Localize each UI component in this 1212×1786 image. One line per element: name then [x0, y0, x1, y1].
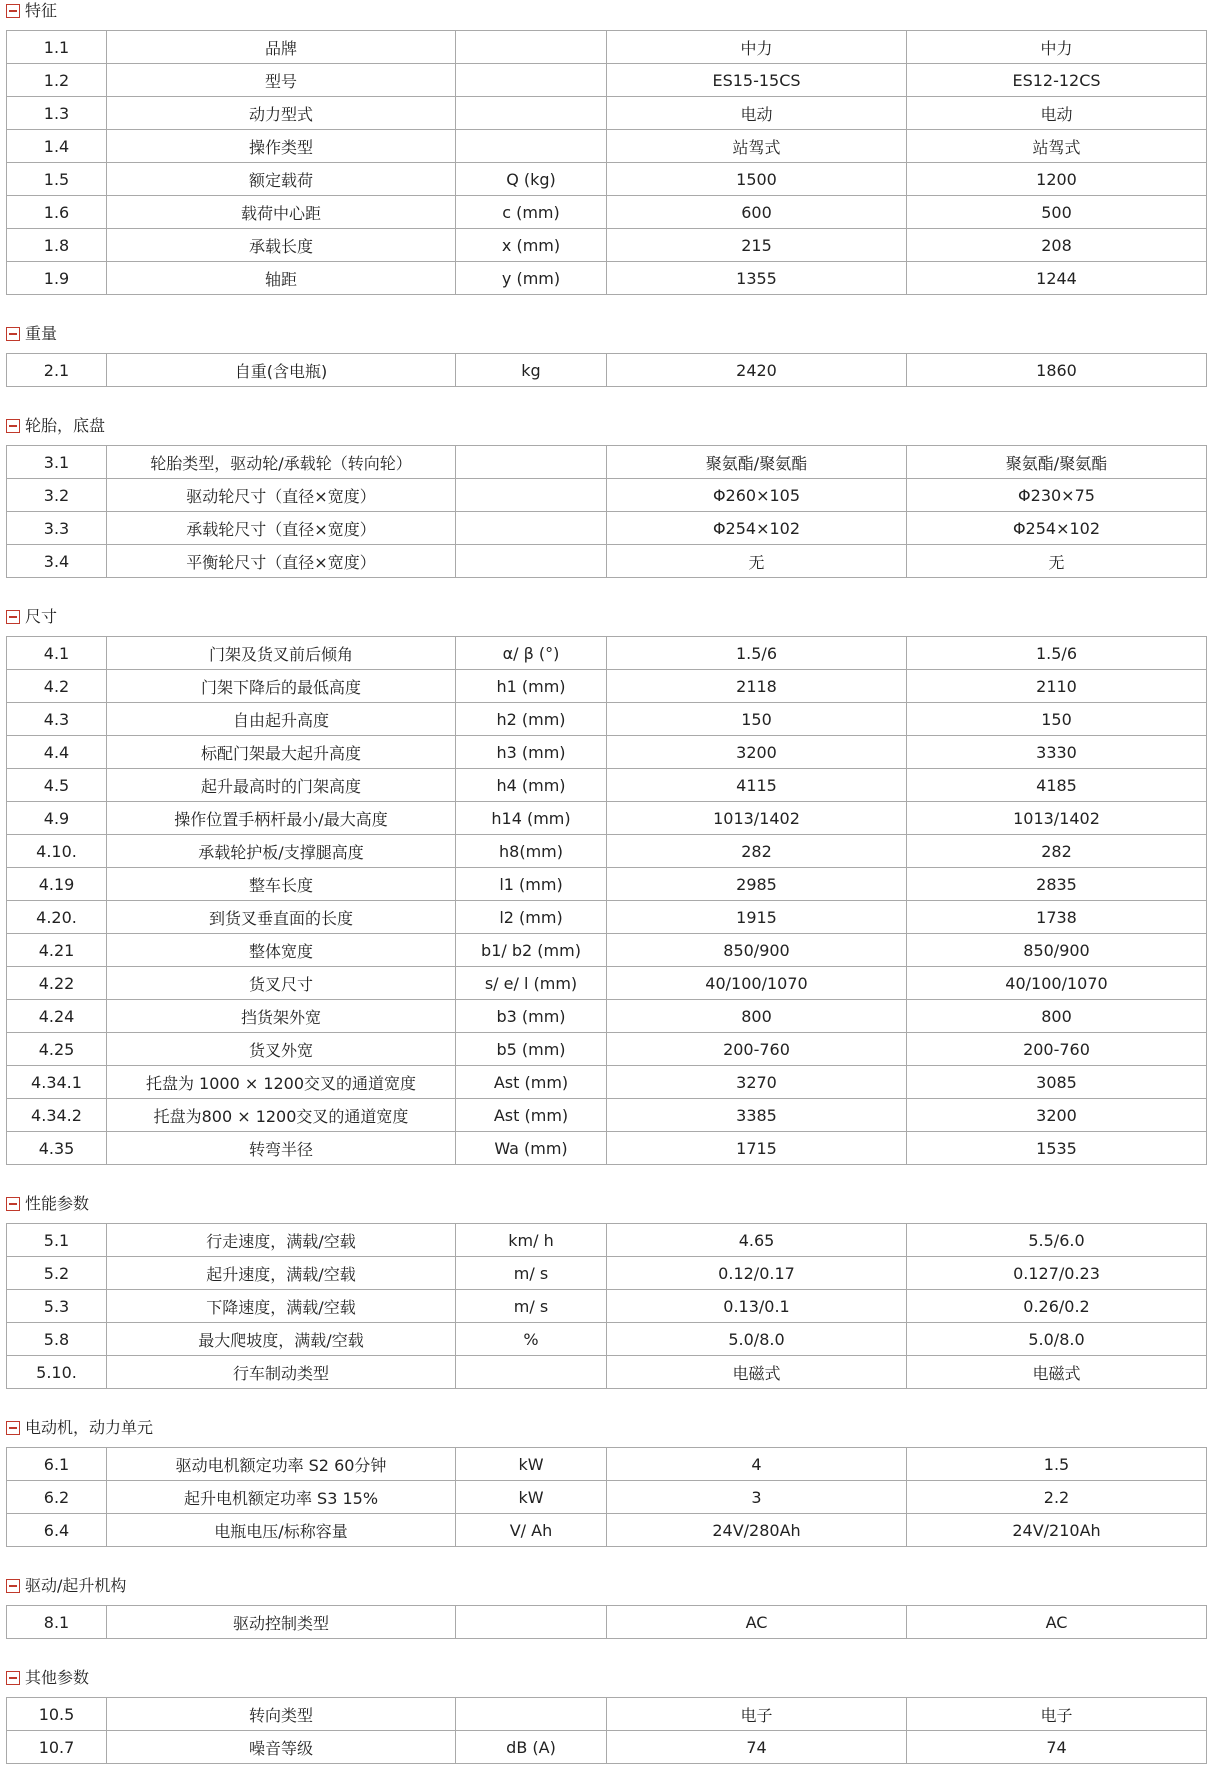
- row-label: 整车长度: [107, 868, 456, 901]
- row-label: 型号: [107, 64, 456, 97]
- row-value-es15: 2118: [607, 670, 907, 703]
- row-value-es12: ES12-12CS: [907, 64, 1207, 97]
- row-id: 4.10.: [7, 835, 107, 868]
- row-label: 操作类型: [107, 130, 456, 163]
- row-value-es15: AC: [607, 1606, 907, 1639]
- table-row: [7, 868, 1207, 901]
- row-unit: Ast (mm): [456, 1099, 607, 1132]
- table-row: [7, 1731, 1207, 1764]
- row-id: 1.9: [7, 262, 107, 295]
- row-unit: b3 (mm): [456, 1000, 607, 1033]
- row-id: 1.6: [7, 196, 107, 229]
- row-unit: kW: [456, 1448, 607, 1481]
- row-unit: %: [456, 1323, 607, 1356]
- row-value-es12: 500: [907, 196, 1207, 229]
- row-value-es15: 800: [607, 1000, 907, 1033]
- row-value-es15: 282: [607, 835, 907, 868]
- section-header[interactable]: [0, 1575, 1212, 1597]
- row-id: 4.4: [7, 736, 107, 769]
- row-label: 自由起升高度: [107, 703, 456, 736]
- row-value-es12: 无: [907, 545, 1207, 578]
- spec-table: [6, 1447, 1207, 1547]
- row-value-es12: 聚氨酯/聚氨酯: [907, 446, 1207, 479]
- row-value-es12: 1013/1402: [907, 802, 1207, 835]
- table-row: [7, 1066, 1207, 1099]
- row-value-es15: 3270: [607, 1066, 907, 1099]
- row-id: 4.5: [7, 769, 107, 802]
- section-title: 尺寸: [25, 607, 58, 626]
- spec-section: [0, 415, 1212, 578]
- table-row: [7, 229, 1207, 262]
- row-value-es12: 200-760: [907, 1033, 1207, 1066]
- row-value-es12: 3085: [907, 1066, 1207, 1099]
- row-label: 轴距: [107, 262, 456, 295]
- row-label: 承载轮护板/支撑腿高度: [107, 835, 456, 868]
- row-id: 4.22: [7, 967, 107, 1000]
- row-unit: [456, 64, 607, 97]
- collapse-icon[interactable]: [6, 1671, 20, 1685]
- table-row: [7, 354, 1207, 387]
- row-unit: l2 (mm): [456, 901, 607, 934]
- row-value-es12: 1.5: [907, 1448, 1207, 1481]
- row-id: 6.1: [7, 1448, 107, 1481]
- row-id: 3.2: [7, 479, 107, 512]
- section-header[interactable]: [0, 415, 1212, 437]
- row-value-es15: 中力: [607, 31, 907, 64]
- row-value-es12: 5.5/6.0: [907, 1224, 1207, 1257]
- row-label: 下降速度，满载/空载: [107, 1290, 456, 1323]
- table-row: [7, 967, 1207, 1000]
- table-row: [7, 802, 1207, 835]
- row-label: 整体宽度: [107, 934, 456, 967]
- row-value-es12: 208: [907, 229, 1207, 262]
- row-value-es15: 1355: [607, 262, 907, 295]
- spec-section: [0, 323, 1212, 387]
- row-label: 行走速度，满载/空载: [107, 1224, 456, 1257]
- table-row: [7, 1000, 1207, 1033]
- row-unit: m/ s: [456, 1290, 607, 1323]
- row-unit: kg: [456, 354, 607, 387]
- row-value-es12: 5.0/8.0: [907, 1323, 1207, 1356]
- row-value-es15: 150: [607, 703, 907, 736]
- row-unit: [456, 1606, 607, 1639]
- row-value-es12: 电磁式: [907, 1356, 1207, 1389]
- row-label: 到货叉垂直面的长度: [107, 901, 456, 934]
- section-title: 驱动/起升机构: [25, 1576, 127, 1595]
- row-value-es12: 0.127/0.23: [907, 1257, 1207, 1290]
- row-unit: Wa (mm): [456, 1132, 607, 1165]
- row-value-es15: 电子: [607, 1698, 907, 1731]
- row-unit: dB (A): [456, 1731, 607, 1764]
- spec-table: [6, 1223, 1207, 1389]
- row-value-es15: 0.12/0.17: [607, 1257, 907, 1290]
- spec-section: [0, 1193, 1212, 1389]
- row-label: 挡货架外宽: [107, 1000, 456, 1033]
- table-row: [7, 479, 1207, 512]
- row-label: 托盘为800 × 1200交叉的通道宽度: [107, 1099, 456, 1132]
- row-label: 承载轮尺寸（直径×宽度）: [107, 512, 456, 545]
- row-unit: kW: [456, 1481, 607, 1514]
- spec-table: [6, 1605, 1207, 1639]
- row-unit: m/ s: [456, 1257, 607, 1290]
- row-value-es15: 4: [607, 1448, 907, 1481]
- row-label: 驱动电机额定功率 S2 60分钟: [107, 1448, 456, 1481]
- row-label: 额定载荷: [107, 163, 456, 196]
- table-row: [7, 446, 1207, 479]
- table-row: [7, 1290, 1207, 1323]
- row-value-es15: 24V/280Ah: [607, 1514, 907, 1547]
- row-id: 1.8: [7, 229, 107, 262]
- row-value-es12: 850/900: [907, 934, 1207, 967]
- row-value-es12: 2835: [907, 868, 1207, 901]
- row-id: 4.34.2: [7, 1099, 107, 1132]
- row-value-es15: 600: [607, 196, 907, 229]
- row-value-es12: 电子: [907, 1698, 1207, 1731]
- row-value-es15: 4115: [607, 769, 907, 802]
- table-row: [7, 1257, 1207, 1290]
- section-header[interactable]: [0, 0, 1212, 22]
- row-unit: Ast (mm): [456, 1066, 607, 1099]
- row-label: 平衡轮尺寸（直径×宽度）: [107, 545, 456, 578]
- row-value-es12: Φ254×102: [907, 512, 1207, 545]
- row-label: 门架及货叉前后倾角: [107, 637, 456, 670]
- row-value-es15: 1500: [607, 163, 907, 196]
- table-row: [7, 545, 1207, 578]
- row-label: 门架下降后的最低高度: [107, 670, 456, 703]
- row-value-es15: 3: [607, 1481, 907, 1514]
- table-row: [7, 1033, 1207, 1066]
- collapse-icon[interactable]: [6, 4, 20, 18]
- row-unit: [456, 446, 607, 479]
- row-id: 4.2: [7, 670, 107, 703]
- row-id: 4.21: [7, 934, 107, 967]
- row-unit: [456, 97, 607, 130]
- row-unit: s/ e/ l (mm): [456, 967, 607, 1000]
- row-value-es12: 4185: [907, 769, 1207, 802]
- row-id: 3.1: [7, 446, 107, 479]
- row-label: 起升最高时的门架高度: [107, 769, 456, 802]
- collapse-icon[interactable]: [6, 327, 20, 341]
- row-unit: α/ β (°): [456, 637, 607, 670]
- table-row: [7, 637, 1207, 670]
- row-value-es15: 1715: [607, 1132, 907, 1165]
- row-value-es12: Φ230×75: [907, 479, 1207, 512]
- row-value-es12: AC: [907, 1606, 1207, 1639]
- row-id: 1.5: [7, 163, 107, 196]
- row-label: 货叉尺寸: [107, 967, 456, 1000]
- row-value-es15: 2985: [607, 868, 907, 901]
- row-value-es12: 电动: [907, 97, 1207, 130]
- row-unit: [456, 31, 607, 64]
- row-value-es12: 282: [907, 835, 1207, 868]
- row-unit: Q (kg): [456, 163, 607, 196]
- table-row: [7, 934, 1207, 967]
- table-row: [7, 1606, 1207, 1639]
- row-value-es15: Φ260×105: [607, 479, 907, 512]
- row-value-es12: 1244: [907, 262, 1207, 295]
- table-row: [7, 1514, 1207, 1547]
- row-unit: y (mm): [456, 262, 607, 295]
- table-row: [7, 512, 1207, 545]
- row-id: 1.2: [7, 64, 107, 97]
- table-row: [7, 1099, 1207, 1132]
- row-value-es12: 3200: [907, 1099, 1207, 1132]
- section-title: 重量: [25, 324, 58, 343]
- row-unit: h3 (mm): [456, 736, 607, 769]
- row-label: 操作位置手柄杆最小/最大高度: [107, 802, 456, 835]
- row-unit: V/ Ah: [456, 1514, 607, 1547]
- row-label: 货叉外宽: [107, 1033, 456, 1066]
- row-value-es15: 40/100/1070: [607, 967, 907, 1000]
- row-value-es12: 3330: [907, 736, 1207, 769]
- row-label: 行车制动类型: [107, 1356, 456, 1389]
- table-row: [7, 703, 1207, 736]
- row-id: 4.35: [7, 1132, 107, 1165]
- row-id: 5.1: [7, 1224, 107, 1257]
- row-id: 1.4: [7, 130, 107, 163]
- collapse-icon[interactable]: [6, 419, 20, 433]
- row-value-es12: 1200: [907, 163, 1207, 196]
- row-value-es15: 215: [607, 229, 907, 262]
- row-value-es12: 24V/210Ah: [907, 1514, 1207, 1547]
- row-label: 起升电机额定功率 S3 15%: [107, 1481, 456, 1514]
- row-label: 电瓶电压/标称容量: [107, 1514, 456, 1547]
- section-title: 特征: [25, 1, 58, 20]
- table-row: [7, 163, 1207, 196]
- row-id: 6.4: [7, 1514, 107, 1547]
- row-value-es12: 74: [907, 1731, 1207, 1764]
- row-label: 驱动控制类型: [107, 1606, 456, 1639]
- row-value-es12: 中力: [907, 31, 1207, 64]
- row-unit: h1 (mm): [456, 670, 607, 703]
- table-row: [7, 1448, 1207, 1481]
- spec-section: [0, 1575, 1212, 1639]
- collapse-icon[interactable]: [6, 1197, 20, 1211]
- row-value-es15: 聚氨酯/聚氨酯: [607, 446, 907, 479]
- row-id: 4.24: [7, 1000, 107, 1033]
- row-unit: [456, 1356, 607, 1389]
- section-header[interactable]: [0, 1417, 1212, 1439]
- row-value-es12: 1.5/6: [907, 637, 1207, 670]
- section-title: 其他参数: [25, 1668, 90, 1687]
- row-id: 10.5: [7, 1698, 107, 1731]
- row-id: 10.7: [7, 1731, 107, 1764]
- row-unit: x (mm): [456, 229, 607, 262]
- table-row: [7, 262, 1207, 295]
- row-value-es15: 电磁式: [607, 1356, 907, 1389]
- table-row: [7, 901, 1207, 934]
- table-row: [7, 64, 1207, 97]
- row-id: 5.8: [7, 1323, 107, 1356]
- row-value-es12: 1738: [907, 901, 1207, 934]
- table-row: [7, 1698, 1207, 1731]
- row-id: 6.2: [7, 1481, 107, 1514]
- row-unit: b1/ b2 (mm): [456, 934, 607, 967]
- table-row: [7, 1132, 1207, 1165]
- row-value-es12: 2.2: [907, 1481, 1207, 1514]
- row-value-es12: 2110: [907, 670, 1207, 703]
- spec-table: [6, 636, 1207, 1165]
- row-value-es15: 74: [607, 1731, 907, 1764]
- table-row: [7, 1356, 1207, 1389]
- row-label: 品牌: [107, 31, 456, 64]
- row-id: 5.2: [7, 1257, 107, 1290]
- row-label: 轮胎类型，驱动轮/承载轮（转向轮）: [107, 446, 456, 479]
- row-unit: h4 (mm): [456, 769, 607, 802]
- row-id: 4.20.: [7, 901, 107, 934]
- row-label: 动力型式: [107, 97, 456, 130]
- row-value-es15: 0.13/0.1: [607, 1290, 907, 1323]
- row-id: 4.25: [7, 1033, 107, 1066]
- row-unit: h14 (mm): [456, 802, 607, 835]
- section-header[interactable]: [0, 1193, 1212, 1215]
- table-row: [7, 1481, 1207, 1514]
- row-value-es15: 电动: [607, 97, 907, 130]
- spec-table: [6, 1697, 1207, 1764]
- row-value-es15: 4.65: [607, 1224, 907, 1257]
- section-title: 性能参数: [25, 1194, 90, 1213]
- row-id: 4.34.1: [7, 1066, 107, 1099]
- row-id: 4.19: [7, 868, 107, 901]
- row-label: 承载长度: [107, 229, 456, 262]
- row-value-es12: 40/100/1070: [907, 967, 1207, 1000]
- table-row: [7, 835, 1207, 868]
- section-header[interactable]: [0, 1667, 1212, 1689]
- row-unit: [456, 130, 607, 163]
- row-value-es15: 1915: [607, 901, 907, 934]
- spec-section: [0, 606, 1212, 1165]
- row-unit: [456, 512, 607, 545]
- row-unit: h8(mm): [456, 835, 607, 868]
- row-value-es15: 无: [607, 545, 907, 578]
- collapse-icon[interactable]: [6, 1421, 20, 1435]
- row-label: 托盘为 1000 × 1200交叉的通道宽度: [107, 1066, 456, 1099]
- table-row: [7, 769, 1207, 802]
- row-value-es15: 1.5/6: [607, 637, 907, 670]
- row-label: 起升速度，满载/空载: [107, 1257, 456, 1290]
- row-value-es15: 1013/1402: [607, 802, 907, 835]
- row-label: 自重(含电瓶): [107, 354, 456, 387]
- row-value-es15: 850/900: [607, 934, 907, 967]
- row-label: 转向类型: [107, 1698, 456, 1731]
- row-id: 4.9: [7, 802, 107, 835]
- row-value-es15: 3385: [607, 1099, 907, 1132]
- section-title: 轮胎，底盘: [25, 416, 106, 435]
- row-label: 噪音等级: [107, 1731, 456, 1764]
- row-value-es12: 站驾式: [907, 130, 1207, 163]
- row-value-es12: 150: [907, 703, 1207, 736]
- section-title: 电动机，动力单元: [25, 1418, 154, 1437]
- collapse-icon[interactable]: [6, 610, 20, 624]
- row-value-es15: ES15-15CS: [607, 64, 907, 97]
- row-unit: [456, 1698, 607, 1731]
- spec-section: [0, 1667, 1212, 1764]
- row-id: 5.10.: [7, 1356, 107, 1389]
- row-unit: [456, 479, 607, 512]
- row-value-es15: 站驾式: [607, 130, 907, 163]
- row-unit: h2 (mm): [456, 703, 607, 736]
- row-value-es12: 1860: [907, 354, 1207, 387]
- row-unit: c (mm): [456, 196, 607, 229]
- row-value-es12: 1535: [907, 1132, 1207, 1165]
- row-label: 标配门架最大起升高度: [107, 736, 456, 769]
- row-unit: [456, 545, 607, 578]
- row-id: 3.3: [7, 512, 107, 545]
- section-header[interactable]: [0, 323, 1212, 345]
- spec-table: [6, 353, 1207, 387]
- row-value-es12: 800: [907, 1000, 1207, 1033]
- row-id: 4.1: [7, 637, 107, 670]
- row-label: 最大爬坡度，满载/空载: [107, 1323, 456, 1356]
- table-row: [7, 97, 1207, 130]
- spec-table: [6, 445, 1207, 578]
- row-id: 4.3: [7, 703, 107, 736]
- row-id: 1.3: [7, 97, 107, 130]
- row-unit: km/ h: [456, 1224, 607, 1257]
- collapse-icon[interactable]: [6, 1579, 20, 1593]
- table-row: [7, 31, 1207, 64]
- table-row: [7, 736, 1207, 769]
- row-id: 8.1: [7, 1606, 107, 1639]
- row-value-es15: 5.0/8.0: [607, 1323, 907, 1356]
- spec-section: [0, 1417, 1212, 1547]
- row-label: 转弯半径: [107, 1132, 456, 1165]
- spec-table: [6, 30, 1207, 295]
- row-unit: l1 (mm): [456, 868, 607, 901]
- row-value-es15: 3200: [607, 736, 907, 769]
- spec-section: [0, 0, 1212, 295]
- table-row: [7, 670, 1207, 703]
- row-unit: b5 (mm): [456, 1033, 607, 1066]
- row-value-es15: Φ254×102: [607, 512, 907, 545]
- table-row: [7, 1224, 1207, 1257]
- row-label: 驱动轮尺寸（直径×宽度）: [107, 479, 456, 512]
- row-id: 3.4: [7, 545, 107, 578]
- row-id: 2.1: [7, 354, 107, 387]
- row-id: 5.3: [7, 1290, 107, 1323]
- table-row: [7, 130, 1207, 163]
- table-row: [7, 196, 1207, 229]
- row-value-es15: 200-760: [607, 1033, 907, 1066]
- row-label: 载荷中心距: [107, 196, 456, 229]
- row-value-es12: 0.26/0.2: [907, 1290, 1207, 1323]
- row-value-es15: 2420: [607, 354, 907, 387]
- table-row: [7, 1323, 1207, 1356]
- row-id: 1.1: [7, 31, 107, 64]
- section-header[interactable]: [0, 606, 1212, 628]
